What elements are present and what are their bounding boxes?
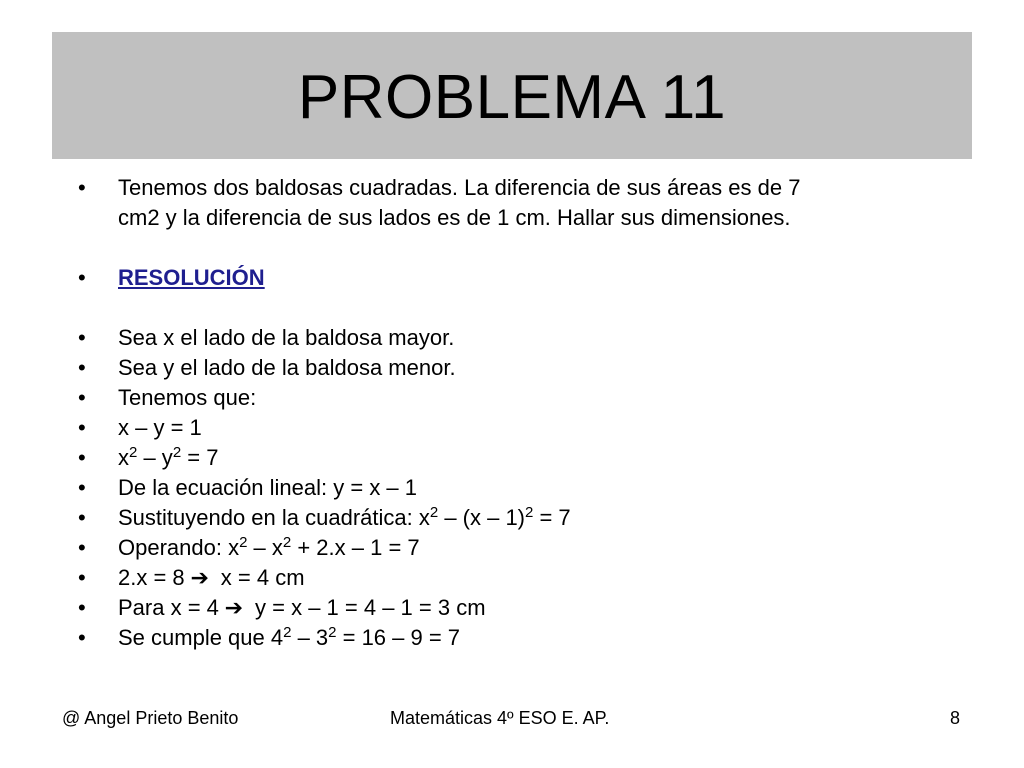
- step-3: [78, 383, 958, 413]
- exponent: 2: [172, 444, 182, 461]
- step-8: [78, 533, 958, 563]
- arrow-right-icon: ➔: [224, 595, 244, 620]
- step-4: [78, 413, 958, 443]
- bullet: •: [78, 505, 86, 530]
- bullet: •: [78, 475, 86, 500]
- slide-title: PROBLEMA 11: [297, 63, 727, 132]
- spacer: [78, 293, 958, 323]
- step-2: [78, 353, 958, 383]
- footer-page-number: 8: [950, 708, 961, 728]
- exponent: 2: [282, 534, 292, 551]
- step-text: Sustituyendo en la cuadrática: x: [118, 505, 430, 530]
- step-text: = 7: [181, 445, 219, 470]
- bullet: •: [78, 385, 86, 410]
- problem-statement: [78, 173, 958, 233]
- step-11: [78, 623, 958, 653]
- step-6: [78, 473, 958, 503]
- exponent: 2: [129, 444, 138, 461]
- exponent: 2: [239, 534, 248, 551]
- step-text: – y: [137, 445, 173, 470]
- problem-line-2: cm2 y la diferencia de sus lados es de 1 cm. Hallar sus dimensiones.: [118, 205, 791, 230]
- step-text: De la ecuación lineal: y = x – 1: [118, 475, 418, 500]
- spacer: [78, 233, 958, 263]
- bullet: •: [78, 535, 86, 560]
- step-text: – x: [247, 535, 283, 560]
- step-text: 2.x = 8: [118, 565, 185, 590]
- slide-content: [78, 173, 958, 653]
- footer-author: @ Angel Prieto Benito: [62, 708, 239, 728]
- bullet: •: [78, 175, 86, 200]
- step-text: x: [118, 445, 129, 470]
- exponent: 2: [429, 504, 439, 521]
- resolucion-label: RESOLUCIÓN: [118, 265, 265, 290]
- footer-course: Matemáticas 4º ESO E. AP.: [390, 708, 610, 728]
- step-text: Operando: x: [118, 535, 240, 560]
- bullet: •: [78, 595, 86, 620]
- step-text: Sea x el lado de la baldosa mayor.: [118, 325, 455, 350]
- bullet: •: [78, 625, 86, 650]
- step-9: [78, 563, 958, 593]
- exponent: 2: [328, 624, 337, 641]
- step-text: = 16 – 9 = 7: [336, 625, 461, 650]
- bullet: •: [78, 355, 86, 380]
- exponent: 2: [525, 504, 534, 521]
- step-text: x – y = 1: [118, 415, 202, 440]
- step-5: [78, 443, 958, 473]
- step-text: – (x – 1): [438, 505, 526, 530]
- step-10: [78, 593, 958, 623]
- step-text: Sea y el lado de la baldosa menor.: [118, 355, 456, 380]
- exponent: 2: [283, 624, 292, 641]
- arrow-right-icon: ➔: [190, 565, 209, 590]
- bullet: •: [78, 445, 86, 470]
- step-1: [78, 323, 958, 353]
- bullet: •: [78, 265, 86, 290]
- step-text: x = 4 cm: [214, 565, 305, 590]
- problem-line-1: Tenemos dos baldosas cuadradas. La diferencia de sus áreas es de 7: [118, 175, 801, 200]
- step-text: Se cumple que 4: [118, 625, 284, 650]
- step-text: Tenemos que:: [118, 385, 257, 410]
- resolucion-heading: [78, 263, 958, 293]
- step-text: = 7: [533, 505, 571, 530]
- step-text: – 3: [291, 625, 329, 650]
- step-text: y = x – 1 = 4 – 1 = 3 cm: [248, 595, 486, 620]
- step-7: [78, 503, 958, 533]
- bullet: •: [78, 415, 86, 440]
- step-text: + 2.x – 1 = 7: [291, 535, 420, 560]
- title-bar: [52, 32, 972, 159]
- step-text: Para x = 4: [118, 595, 219, 620]
- bullet: •: [78, 565, 86, 590]
- bullet: •: [78, 325, 86, 350]
